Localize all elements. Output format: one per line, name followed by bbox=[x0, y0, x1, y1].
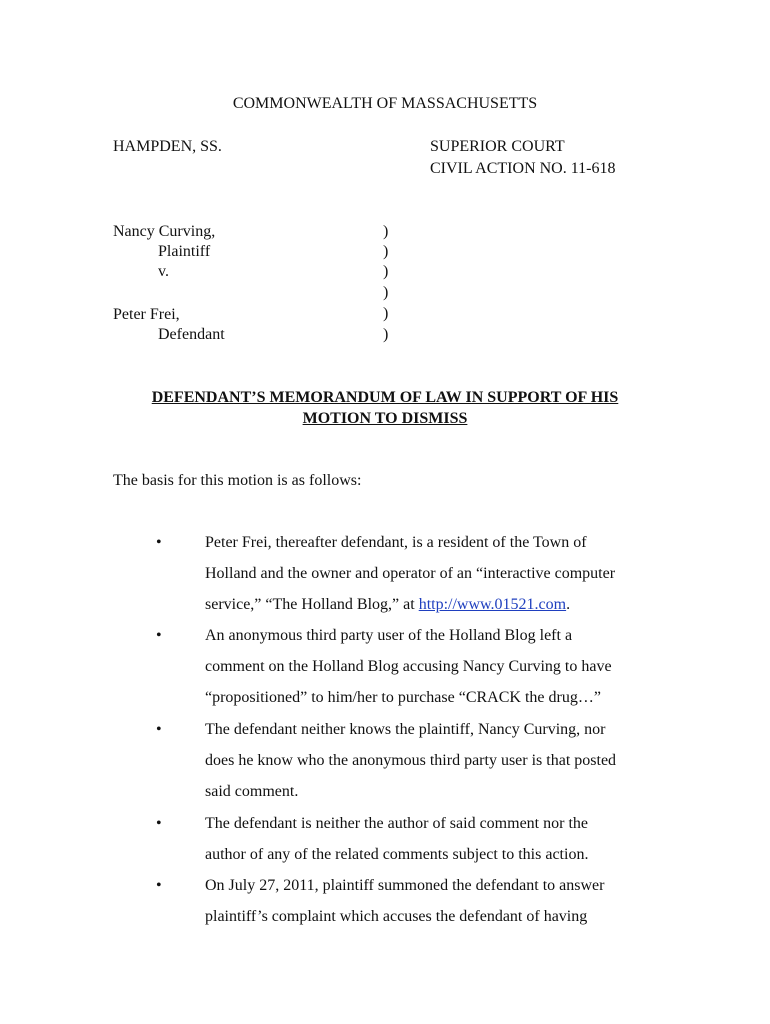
list-item-line: plaintiff’s complaint which accuses the defendant of having bbox=[205, 908, 588, 925]
list-item-line: The defendant neither knows the plaintiff, Nancy Curving, nor bbox=[205, 721, 606, 738]
defendant-name: Peter Frei, bbox=[113, 306, 180, 323]
list-item-line: said comment. bbox=[205, 783, 299, 800]
county-label: HAMPDEN, SS. bbox=[113, 138, 222, 155]
list-item-line: The defendant is neither the author of said comment nor the bbox=[205, 815, 588, 832]
list-item-line: An anonymous third party user of the Holland Blog left a bbox=[205, 627, 573, 644]
list-item-line: Peter Frei, thereafter defendant, is a resident of the Town of bbox=[205, 534, 587, 551]
jurisdiction-heading: COMMONWEALTH OF MASSACHUSETTS bbox=[232, 95, 538, 112]
blog-url-link[interactable]: http://www.01521.com bbox=[418, 596, 567, 613]
list-item-line: “propositioned” to him/her to purchase “CRACK the drug…” bbox=[205, 689, 601, 706]
bullet-marker: • bbox=[156, 815, 162, 832]
intro-sentence: The basis for this motion is as follows: bbox=[113, 472, 362, 489]
list-item-line: comment on the Holland Blog accusing Nancy Curving to have bbox=[205, 658, 612, 675]
bullet-marker: • bbox=[156, 627, 162, 644]
caption-paren: ) bbox=[383, 326, 389, 343]
list-item-line: On July 27, 2011, plaintiff summoned the defendant to answer bbox=[205, 877, 605, 894]
list-item-line: Holland and the owner and operator of an “interactive computer bbox=[205, 565, 616, 582]
plaintiff-name: Nancy Curving, bbox=[113, 223, 216, 240]
caption-paren: ) bbox=[383, 305, 389, 322]
caption-paren: ) bbox=[383, 223, 389, 240]
bullet-marker: • bbox=[156, 721, 162, 738]
document-title-line-1: DEFENDANT’S MEMORANDUM OF LAW IN SUPPORT OF HIS bbox=[151, 389, 619, 406]
list-item-line bbox=[205, 595, 570, 615]
versus-label: v. bbox=[158, 263, 169, 280]
list-item-text: . bbox=[566, 596, 571, 613]
list-item-text: service,” “The Holland Blog,” at bbox=[205, 596, 419, 613]
plaintiff-role: Plaintiff bbox=[158, 243, 211, 260]
bullet-marker: • bbox=[156, 877, 162, 894]
civil-action-number: CIVIL ACTION NO. 11-618 bbox=[430, 160, 616, 177]
defendant-role: Defendant bbox=[158, 326, 225, 343]
list-item-line: author of any of the related comments subject to this action. bbox=[205, 846, 589, 863]
court-name: SUPERIOR COURT bbox=[430, 138, 565, 155]
caption-paren: ) bbox=[383, 284, 389, 301]
caption-paren: ) bbox=[383, 263, 389, 280]
caption-paren: ) bbox=[383, 243, 389, 260]
list-item-line: does he know who the anonymous third party user is that posted bbox=[205, 752, 617, 769]
document-title-line-2: MOTION TO DISMISS bbox=[302, 410, 468, 427]
bullet-marker: • bbox=[156, 534, 162, 551]
